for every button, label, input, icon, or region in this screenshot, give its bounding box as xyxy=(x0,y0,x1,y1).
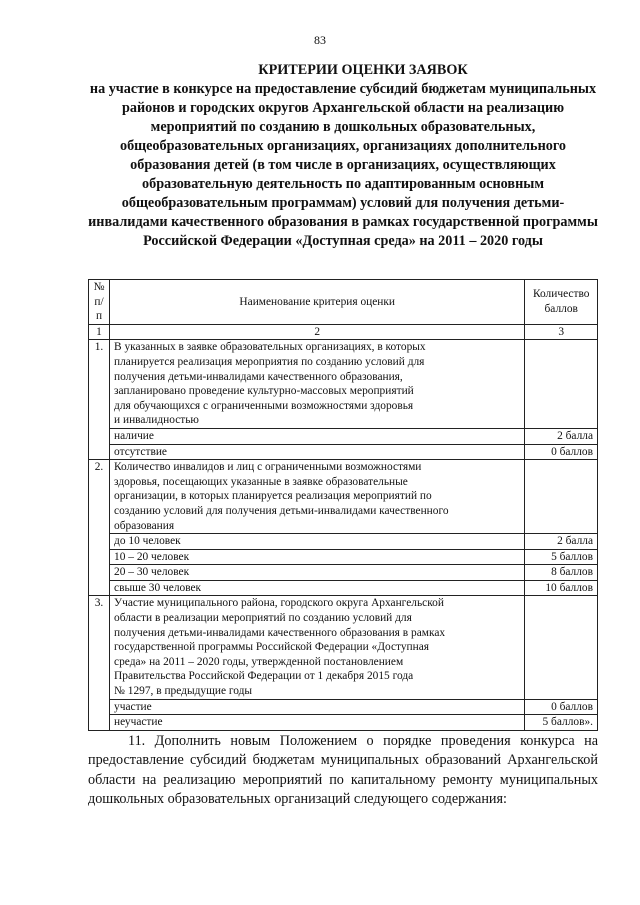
option-row xyxy=(89,565,598,581)
column-number: 2 xyxy=(110,324,525,340)
title-main: КРИТЕРИИ ОЦЕНКИ ЗАЯВОК xyxy=(258,62,468,78)
option-label: участие xyxy=(110,699,525,715)
column-number: 1 xyxy=(89,324,110,340)
criterion-score-empty xyxy=(525,340,598,429)
column-number-row xyxy=(89,324,598,340)
header-score: Количество баллов xyxy=(525,280,598,325)
criterion-num: 2. xyxy=(89,460,110,596)
criterion-row xyxy=(89,596,598,699)
option-label: 20 – 30 человек xyxy=(110,565,525,581)
document-title xyxy=(88,61,598,251)
criterion-num: 1. xyxy=(89,340,110,460)
option-row xyxy=(89,444,598,460)
option-label: 10 – 20 человек xyxy=(110,549,525,565)
option-score: 8 баллов xyxy=(525,565,598,581)
option-label: неучастие xyxy=(110,715,525,731)
criteria-table xyxy=(88,279,598,731)
option-score: 5 баллов». xyxy=(525,715,598,731)
title-subtitle: на участие в конкурсе на предоставление субсидий бюджетам муниципальных районов и городских округов Архангельской области на реализацию мероприятий по созданию в дошкольных образовательных, общеобразовательных организациях, организациях дополнительного образования детей (в том числе в организациях, осуществляющих образовательную деятельность по адаптированным основным общеобразовательным программам) условий для получения детьми-инвалидами качественного образования в рамках государственной программы Российской Федерации «Доступная среда» на 2011 – 2020 годы xyxy=(88,81,598,249)
header-name: Наименование критерия оценки xyxy=(110,280,525,325)
option-score: 0 баллов xyxy=(525,444,598,460)
criterion-score-empty xyxy=(525,596,598,699)
criterion-num: 3. xyxy=(89,596,110,730)
option-row xyxy=(89,580,598,596)
option-score: 5 баллов xyxy=(525,549,598,565)
criterion-text: Количество инвалидов и лиц с ограниченными возможностями здоровья, посещающих указанные в заявке образовательные организации, в которых планируется реализация мероприятий по созданию условий для получения детьми-инвалидами качественного образования xyxy=(110,460,525,534)
option-row xyxy=(89,699,598,715)
criterion-score-empty xyxy=(525,460,598,534)
option-label: наличие xyxy=(110,428,525,444)
option-row xyxy=(89,428,598,444)
option-label: отсутствие xyxy=(110,444,525,460)
criterion-text: В указанных в заявке образовательных организациях, в которых планируется реализация мероприятия по созданию условий для получения детьми-инвалидами качественного образования, запланировано проведение культурно-массовых мероприятий для обучающихся с ограниченными возможностями здоровья и инвалидностью xyxy=(110,340,525,429)
option-score: 0 баллов xyxy=(525,699,598,715)
option-row xyxy=(89,534,598,550)
option-score: 10 баллов xyxy=(525,580,598,596)
option-row xyxy=(89,715,598,731)
criterion-row xyxy=(89,460,598,534)
page-number: 83 xyxy=(314,33,326,47)
option-row xyxy=(89,549,598,565)
option-score: 2 балла xyxy=(525,428,598,444)
header-num: № п/п xyxy=(89,280,110,325)
header-row xyxy=(89,280,598,325)
option-label: свыше 30 человек xyxy=(110,580,525,596)
option-score: 2 балла xyxy=(525,534,598,550)
criterion-text: Участие муниципального района, городского округа Архангельской области в реализации мероприятий по созданию условий для получения детьми-инвалидами качественного образования в рамках государственной программы Российской Федерации «Доступная среда» на 2011 – 2020 годы, утвержденной постановлением Правительства Российской Федерации от 1 декабря 2015 года № 1297, в предыдущие годы xyxy=(110,596,525,699)
body-paragraph: 11. Дополнить новым Положением о порядке проведения конкурса на предоставление субсидий бюджетам муниципальных образований Архангельской области на реализацию мероприятий по капитальному ремонту муниципальных дошкольных образовательных организаций следующего содержания: xyxy=(88,733,598,807)
column-number: 3 xyxy=(525,324,598,340)
criterion-row xyxy=(89,340,598,429)
option-label: до 10 человек xyxy=(110,534,525,550)
